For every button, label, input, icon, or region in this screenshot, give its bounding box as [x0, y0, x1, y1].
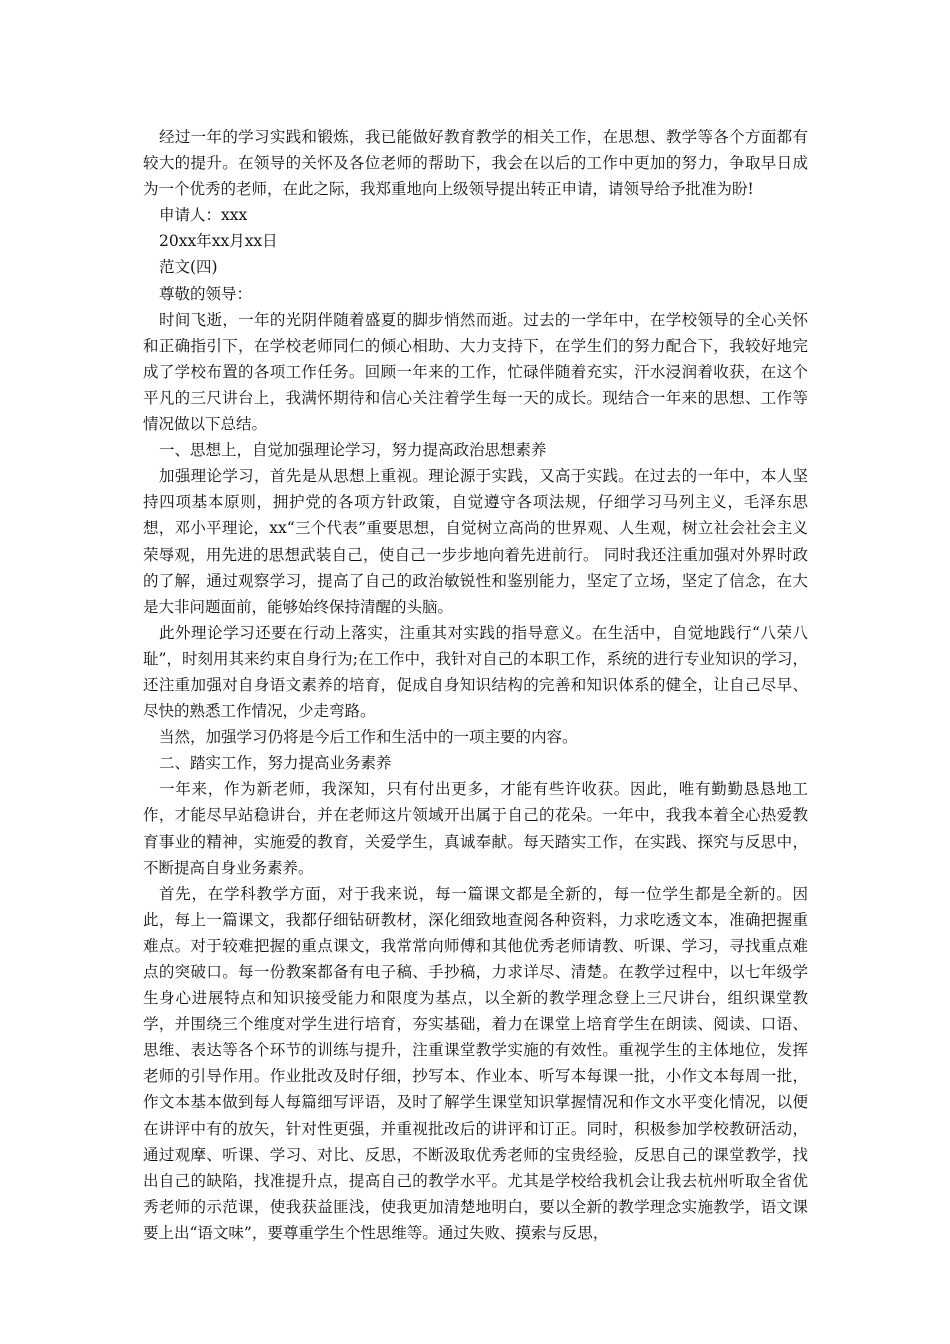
applicant-line: 申请人：xxx — [159, 206, 248, 225]
paragraph-new-teacher: 一年来，作为新老师，我深知，只有付出更多，才能有些许收获。因此，唯有勤勤恳恳地工作，才能尽早站稳讲台，并在老师这片领域开出属于自己的花朵。一年中，我我本着全心热爱教育事业的精神，实施爱的教育，关爱学生，真诚奉献。每天踏实工作，在实践、探究与反思中，不断提高自身业务素养。 — [143, 780, 808, 877]
paragraph-practice: 此外理论学习还要在行动上落实，注重其对实践的指导意义。在生活中，自觉地践行“八荣八耻”，时刻用其来约束自身行为;在工作中，我针对自己的本职工作，系统的进行专业知识的学习，还注重加强对自身语文素养的培育，促成自身知识结构的完善和知识体系的健全，让自己尽早、尽快的熟悉工作情况，少走弯路。 — [143, 623, 808, 721]
section-heading-1: 一、思想上，自觉加强理论学习，努力提高政治思想素养 — [159, 441, 547, 460]
salutation: 尊敬的领导： — [159, 284, 253, 303]
paragraph-theory-study: 加强理论学习，首先是从思想上重视。理论源于实践，又高于实践。在过去的一年中，本人坚持四项基本原则，拥护党的各项方针政策，自觉遵守各项法规，仔细学习马列主义，毛泽东思想，邓小平理论，xx“三个代表”重要思想，自觉树立高尚的世界观、人生观，树立社会社会主义荣辱观，用先进的思想武装自己，使自己一步步地向着先进前行。 同时我还注重加强对外界时政的了解，通过观察学习，提高了自己的政治敏锐性和鉴别能力，坚定了立场，坚定了信念，在大是大非问题面前，能够始终保持清醒的头脑。 — [143, 467, 808, 616]
date-line: 20xx年xx月xx日 — [159, 232, 278, 251]
paragraph-continued-study: 当然，加强学习仍将是今后工作和生活中的一项主要的内容。 — [159, 728, 578, 747]
paragraph-intro-conclusion: 经过一年的学习实践和锻炼，我已能做好教育教学的相关工作，在思想、教学等各个方面都有较大的提升。在领导的关怀及各位老师的帮助下，我会在以后的工作中更加的努力，争取早日成为一个优秀的老师，在此之际，我郑重地向上级领导提出转正申请，请领导给予批准为盼! — [143, 128, 808, 199]
sample-heading: 范文(四) — [159, 258, 218, 277]
document-page — [143, 124, 808, 1246]
section-heading-2: 二、踏实工作，努力提高业务素养 — [159, 754, 392, 773]
paragraph-summary-intro: 时间飞逝，一年的光阴伴随着盛夏的脚步悄然而逝。过去的一学年中，在学校领导的全心关怀和正确指引下，在学校老师同仁的倾心相助、大力支持下，在学生们的努力配合下，我较好地完成了学校布置的各项工作任务。回顾一年来的工作，忙碌伴随着充实，汗水浸润着收获，在这个平凡的三尺讲台上，我满怀期待和信心关注着学生每一天的成长。现结合一年来的思想、工作等情况做以下总结。 — [143, 310, 808, 434]
paragraph-teaching: 首先，在学科教学方面，对于我来说，每一篇课文都是全新的，每一位学生都是全新的。因此，每上一篇课文，我都仔细钻研教材，深化细致地查阅各种资料，力求吃透文本，准确把握重难点。对于较难把握的重点课文，我常常向师傅和其他优秀老师请教、听课、学习，寻找重点难点的突破口。每一份教案都备有电子稿、手抄稿，力求详尽、清楚。在教学过程中，以七年级学生身心进展特点和知识接受能力和限度为基点，以全新的教学理念登上三尺讲台，组织课堂教学，并围绕三个维度对学生进行培育，夯实基础，着力在课堂上培育学生在朗读、阅读、口语、思维、表达等各个环节的训练与提升，注重课堂教学实施的有效性。重视学生的主体地位，发挥老师的引导作用。作业批改及时仔细，抄写本、作业本、听写本每课一批，小作文本每周一批，作文本基本做到每人每篇细写评语，及时了解学生课堂知识掌握情况和作文水平变化情况，以便在讲评中有的放矢，针对性更强，并重视批改后的讲评和订正。同时，积极参加学校教研活动，通过观摩、听课、学习、对比、反思，不断汲取优秀老师的宝贵经验，反思自己的课堂教学，找出自己的缺陷，找准提升点，提高自己的教学水平。尤其是学校给我机会让我去杭州听取全省优秀老师的示范课，使我获益匪浅，使我更加清楚地明白，要以全新的教学理念实施教学，语文课要上出“语文味”，要尊重学生个性思维等。通过失败、摸索与反思， — [143, 884, 808, 1242]
